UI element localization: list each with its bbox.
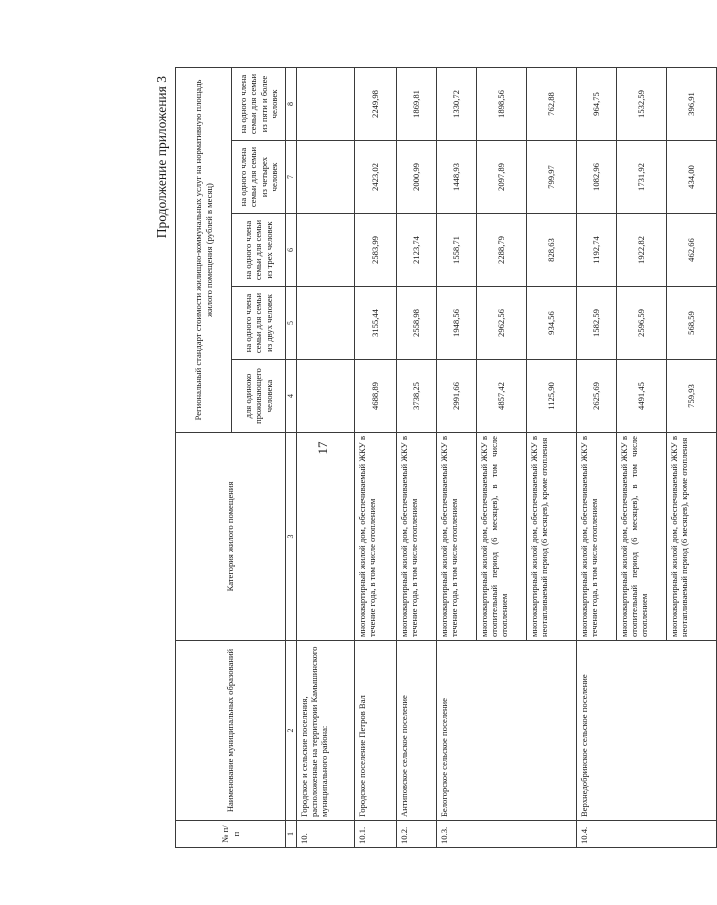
header-municipality: Наименование муниципальных образований (176, 641, 286, 821)
table-row (667, 67, 717, 847)
category-cell: многоквартирный жилой дом, обеспечиваемый ЖКУ в течение года, в том числе отоплением (355, 433, 397, 641)
value-cell: 2249,98 (355, 67, 397, 140)
category-cell: многоквартирный жилой дом, обеспечиваемый ЖКУ в неотапливаемый период (6 месяцев), кроме отопления (527, 433, 577, 641)
row-num (617, 821, 667, 848)
row-num: 10.2. (397, 821, 437, 848)
table-row (477, 67, 527, 847)
value-cell: 2625,69 (577, 360, 617, 433)
value-cell: 2288,79 (477, 214, 527, 287)
header-sub-4: на одного члена семьи для семьи из четырех человек (232, 141, 286, 214)
table-row (355, 67, 397, 847)
value-cell: 1869,81 (397, 67, 437, 140)
table-row (577, 67, 617, 847)
value-cell: 828,63 (527, 214, 577, 287)
value-cell: 1192,74 (577, 214, 617, 287)
value-cell: 396,91 (667, 67, 717, 140)
header-sub-2: на одного члена семьи для семьи из двух человек (232, 287, 286, 360)
value-cell: 1558,71 (437, 214, 477, 287)
col-number: 1 (286, 821, 297, 848)
municipality-name: Белогорское сельское поселение (437, 641, 477, 821)
value-cell: 1948,56 (437, 287, 477, 360)
value-cell: 462,66 (667, 214, 717, 287)
value-cell: 762,88 (527, 67, 577, 140)
value-cell: 1898,56 (477, 67, 527, 140)
category-cell: многоквартирный жилой дом, обеспечиваемый ЖКУ в отопительный период (6 месяцев), в том числе отоплением (477, 433, 527, 641)
table-row (437, 67, 477, 847)
table-row (527, 67, 577, 847)
continuation-title: Продолжение приложения 3 (154, 76, 169, 239)
value-cell: 2423,02 (355, 141, 397, 214)
value-cell: 2962,56 (477, 287, 527, 360)
value-cell: 568,59 (667, 287, 717, 360)
value-cell: 2596,59 (617, 287, 667, 360)
value-cell: 4491,45 (617, 360, 667, 433)
col-number: 2 (286, 641, 297, 821)
value-cell: 434,00 (667, 141, 717, 214)
header-sub-5: на одного члена семьи для семьи из пяти и более человек (232, 67, 286, 140)
value-cell: 799,97 (527, 141, 577, 214)
value-cell: 4857,42 (477, 360, 527, 433)
value-cell: 934,56 (527, 287, 577, 360)
col-number: 8 (286, 67, 297, 140)
category-cell: многоквартирный жилой дом, обеспечиваемый ЖКУ в отопительный период (6 месяцев), в том числе отоплением (617, 433, 667, 641)
value-cell: 3738,25 (397, 360, 437, 433)
value-cell: 1731,92 (617, 141, 667, 214)
municipality-name (477, 641, 527, 821)
value-cell: 1125,90 (527, 360, 577, 433)
value-cell: 1082,96 (577, 141, 617, 214)
value-cell: 1922,82 (617, 214, 667, 287)
header-sub-1: для одиноко проживающего человека (232, 360, 286, 433)
value-cell: 1330,72 (437, 67, 477, 140)
category-cell: многоквартирный жилой дом, обеспечиваемый ЖКУ в течение года, в том числе отоплением (437, 433, 477, 641)
col-number: 6 (286, 214, 297, 287)
municipality-name (617, 641, 667, 821)
municipality-name: Верхнедобринское сельское поселение (577, 641, 617, 821)
section-row (297, 67, 355, 847)
value-cell: 3155,44 (355, 287, 397, 360)
header-standard: Региональный стандарт стоимости жилищно-коммунальных услуг на нормативную площадь жилого помещения (рублей в месяц) (176, 67, 232, 432)
value-cell: 759,93 (667, 360, 717, 433)
value-cell: 2583,99 (355, 214, 397, 287)
value-cell: 1448,93 (437, 141, 477, 214)
rotated-page (148, 68, 697, 848)
row-num (527, 821, 577, 848)
row-num: 10.4. (577, 821, 617, 848)
col-number: 3 (286, 433, 297, 641)
table-row (397, 67, 437, 847)
value-cell: 1532,59 (617, 67, 667, 140)
value-cell: 2991,66 (437, 360, 477, 433)
value-cell: 2558,98 (397, 287, 437, 360)
value-cell: 2000,99 (397, 141, 437, 214)
category-cell: многоквартирный жилой дом, обеспечиваемый ЖКУ в течение года, в том числе отоплением (577, 433, 617, 641)
value-cell: 2097,89 (477, 141, 527, 214)
row-num: 10.3. (437, 821, 477, 848)
page-number: 17 (315, 441, 330, 455)
municipality-name (667, 641, 717, 821)
row-num (477, 821, 527, 848)
municipality-name: Антиповское сельское поселение (397, 641, 437, 821)
section-title: Городское и сельские поселения, расположенные на территории Камышинского муниципального района: (297, 641, 355, 821)
section-num: 10. (297, 821, 355, 848)
col-number: 4 (286, 360, 297, 433)
row-num: 10.1. (355, 821, 397, 848)
municipality-name: Городское поселение Петров Вал (355, 641, 397, 821)
header-num: № п/п (176, 821, 286, 848)
col-number: 7 (286, 141, 297, 214)
category-cell: многоквартирный жилой дом, обеспечиваемый ЖКУ в неотапливаемый период (6 месяцев), кроме отопления (667, 433, 717, 641)
header-sub-3: на одного члена семьи для семьи из трех человек (232, 214, 286, 287)
standards-table (175, 67, 717, 848)
value-cell: 4688,89 (355, 360, 397, 433)
header-category: Категория жилого помещения (176, 433, 286, 641)
value-cell: 1582,59 (577, 287, 617, 360)
municipality-name (527, 641, 577, 821)
row-num (667, 821, 717, 848)
category-cell: многоквартирный жилой дом, обеспечиваемый ЖКУ в течение года, в том числе отоплением (397, 433, 437, 641)
table-row (617, 67, 667, 847)
value-cell: 964,75 (577, 67, 617, 140)
value-cell: 2123,74 (397, 214, 437, 287)
col-number: 5 (286, 287, 297, 360)
